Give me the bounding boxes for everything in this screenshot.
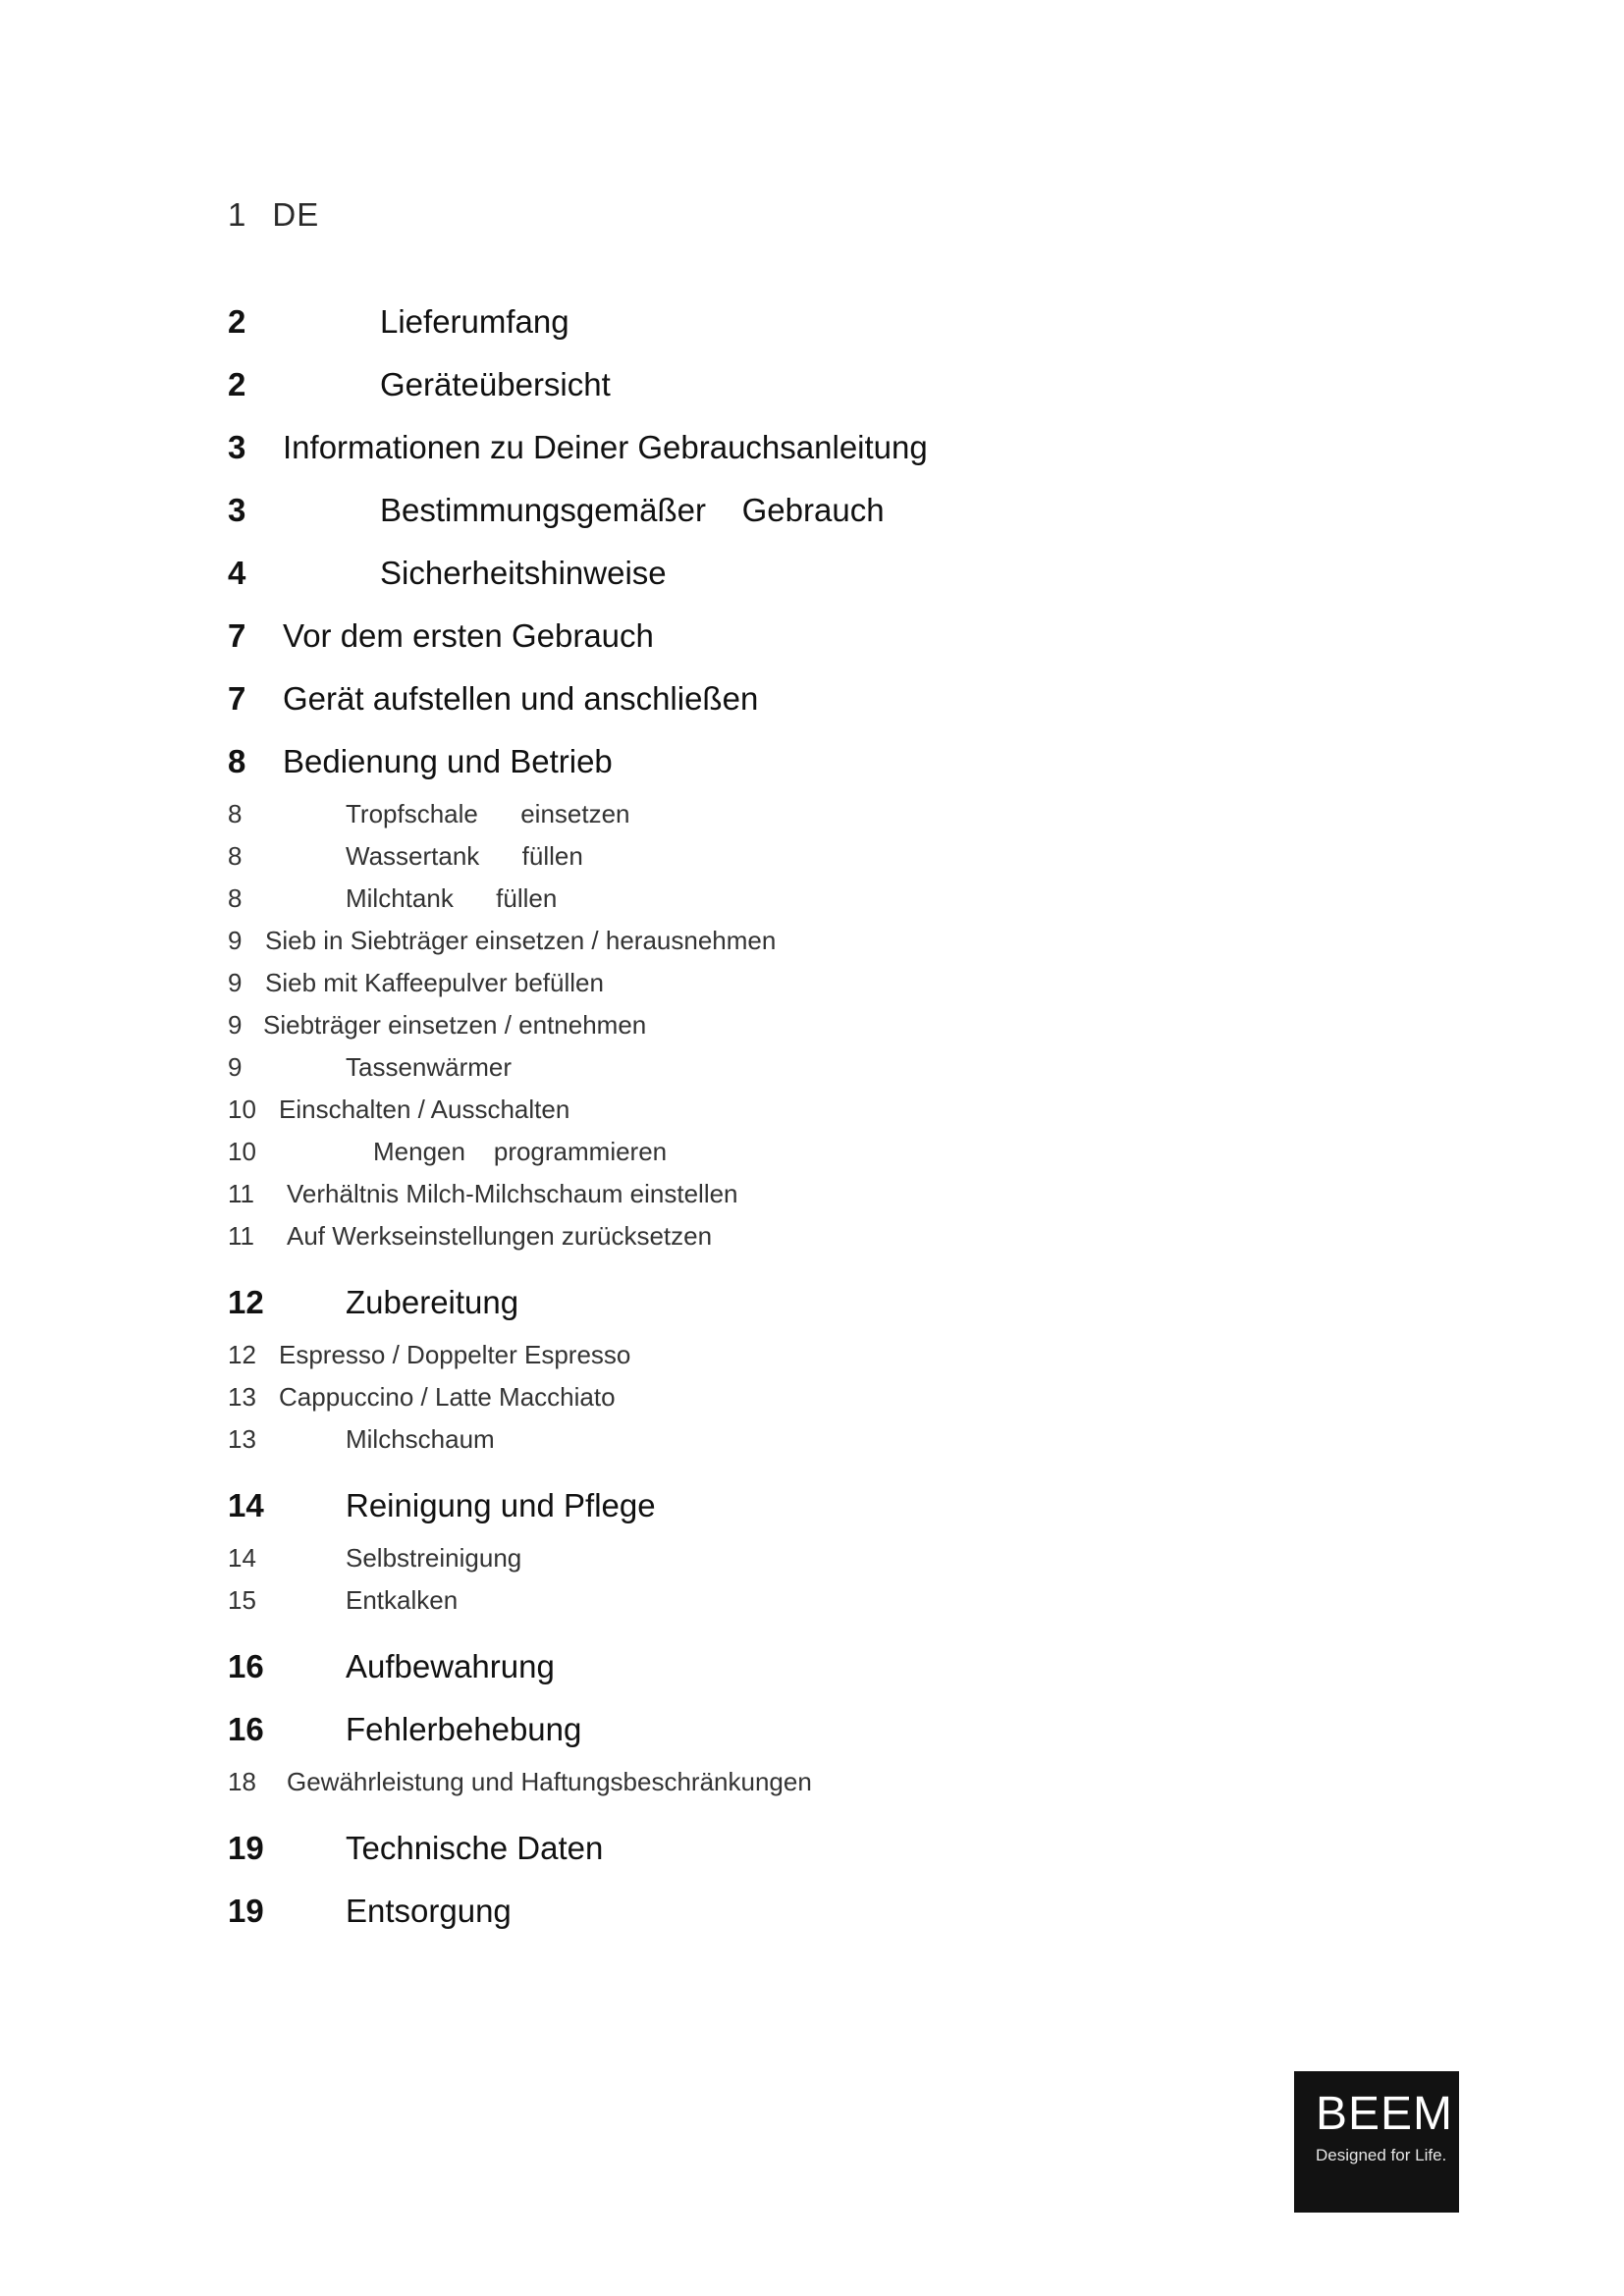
toc-title: Bedienung und Betrieb [283, 743, 613, 779]
toc-subentry[interactable] [228, 962, 1308, 1004]
toc-title: Informationen zu Deiner Gebrauchsanleitung [283, 429, 928, 465]
toc-page-number: 11 [228, 1221, 254, 1251]
toc-title: Selbstreinigung [346, 1543, 522, 1573]
toc-page-number: 2 [228, 303, 246, 340]
toc-title: Bestimmungsgemäßer Gebrauch [380, 492, 885, 528]
toc-title: Milchschaum [346, 1424, 495, 1454]
toc-page-number: 9 [228, 926, 243, 955]
logo-tagline: Designed for Life. [1316, 2146, 1447, 2164]
toc-subentry[interactable] [228, 1004, 1308, 1046]
toc-entry[interactable] [228, 1817, 1308, 1880]
toc-entry[interactable] [228, 730, 1308, 793]
toc-entry[interactable] [228, 416, 1308, 479]
toc-page-number: 8 [228, 799, 243, 828]
toc-page-number: 8 [228, 841, 243, 871]
toc-title: Entkalken [346, 1585, 459, 1615]
toc-title: Tropfschale einsetzen [346, 799, 630, 828]
toc-title: Einschalten / Ausschalten [279, 1095, 570, 1124]
toc-page-number: 9 [228, 968, 243, 997]
toc-entry[interactable] [228, 1880, 1308, 1943]
toc-entry[interactable] [228, 1271, 1308, 1334]
toc-page-number: 11 [228, 1179, 254, 1208]
toc-title: Entsorgung [346, 1893, 512, 1929]
toc-page-number: 10 [228, 1137, 256, 1166]
toc-page-number: 9 [228, 1052, 243, 1082]
toc-title: Aufbewahrung [346, 1648, 555, 1684]
toc-title: Zubereitung [346, 1284, 519, 1320]
toc-entry[interactable] [228, 291, 1308, 353]
toc-title: Sieb mit Kaffeepulver befüllen [265, 968, 604, 997]
toc-title: Auf Werkseinstellungen zurücksetzen [287, 1221, 713, 1251]
toc-page-number: 19 [228, 1893, 264, 1929]
toc-title: Vor dem ersten Gebrauch [283, 617, 654, 654]
toc-page-number: 12 [228, 1340, 256, 1369]
toc-subentry[interactable] [228, 1131, 1308, 1173]
toc-title: Fehlerbehebung [346, 1711, 582, 1747]
toc-subentry[interactable] [228, 793, 1308, 835]
toc-entry[interactable] [228, 1698, 1308, 1761]
toc-title: Siebträger einsetzen / entnehmen [263, 1010, 647, 1040]
toc-page-number: 13 [228, 1424, 256, 1454]
toc-title: Mengen programmieren [373, 1137, 668, 1166]
toc-title: Geräteübersicht [380, 366, 611, 402]
toc-title: Milchtank füllen [346, 883, 558, 913]
toc-page-number: 9 [228, 1010, 243, 1040]
toc-entry[interactable] [228, 479, 1308, 542]
toc-title: Espresso / Doppelter Espresso [279, 1340, 631, 1369]
toc-subentry[interactable] [228, 1089, 1308, 1131]
toc-page-number: 3 [228, 429, 246, 465]
toc-title: Gerät aufstellen und anschließen [283, 680, 759, 717]
toc-page-number: 3 [228, 492, 246, 528]
toc-title: Sicherheitshinweise [380, 555, 667, 591]
toc-page-number: 16 [228, 1648, 264, 1684]
toc-subentry[interactable] [228, 1761, 1308, 1803]
toc-title: Wassertank füllen [346, 841, 583, 871]
toc-page-number: 7 [228, 617, 246, 654]
toc-title: Cappuccino / Latte Macchiato [279, 1382, 616, 1412]
toc-page-number: 14 [228, 1543, 256, 1573]
toc-page-number: 19 [228, 1830, 264, 1866]
toc-page-number: 18 [228, 1767, 256, 1796]
toc-page-number: 8 [228, 743, 246, 779]
toc-page-number: 16 [228, 1711, 264, 1747]
toc-page-number: 13 [228, 1382, 256, 1412]
toc-title: Sieb in Siebträger einsetzen / herausnehmen [265, 926, 777, 955]
toc-entry[interactable] [228, 605, 1308, 667]
toc-title: Gewährleistung und Haftungsbeschränkungen [287, 1767, 812, 1796]
toc-entry[interactable] [228, 353, 1308, 416]
language-code: DE [272, 196, 320, 233]
table-of-contents [228, 291, 1308, 1943]
toc-subentry[interactable] [228, 1173, 1308, 1215]
toc-subentry[interactable] [228, 920, 1308, 962]
toc-entry[interactable] [228, 1635, 1308, 1698]
page-number: 1 [228, 196, 247, 233]
toc-page-number: 14 [228, 1487, 264, 1523]
logo-wordmark: BEEM [1316, 2088, 1454, 2140]
toc-page-number: 10 [228, 1095, 256, 1124]
toc-subentry[interactable] [228, 1334, 1308, 1376]
toc-title: Tassenwärmer [346, 1052, 513, 1082]
toc-title: Reinigung und Pflege [346, 1487, 656, 1523]
toc-title: Verhältnis Milch-Milchschaum einstellen [287, 1179, 738, 1208]
toc-subentry[interactable] [228, 878, 1308, 920]
toc-page-number: 4 [228, 555, 246, 591]
toc-entry[interactable] [228, 1474, 1308, 1537]
toc-title: Lieferumfang [380, 303, 569, 340]
toc-subentry[interactable] [228, 835, 1308, 878]
toc-page-number: 8 [228, 883, 243, 913]
toc-subentry[interactable] [228, 1046, 1308, 1089]
toc-page-number: 15 [228, 1585, 256, 1615]
toc-page-number: 2 [228, 366, 246, 402]
toc-subentry[interactable] [228, 1418, 1308, 1461]
toc-subentry[interactable] [228, 1579, 1308, 1622]
toc-subentry[interactable] [228, 1537, 1308, 1579]
toc-title: Technische Daten [346, 1830, 604, 1866]
toc-subentry[interactable] [228, 1215, 1308, 1257]
brand-logo [1294, 2071, 1459, 2213]
toc-page-number: 12 [228, 1284, 264, 1320]
toc-entry[interactable] [228, 667, 1308, 730]
toc-subentry[interactable] [228, 1376, 1308, 1418]
page-header [228, 196, 319, 234]
toc-entry[interactable] [228, 542, 1308, 605]
toc-page-number: 7 [228, 680, 246, 717]
